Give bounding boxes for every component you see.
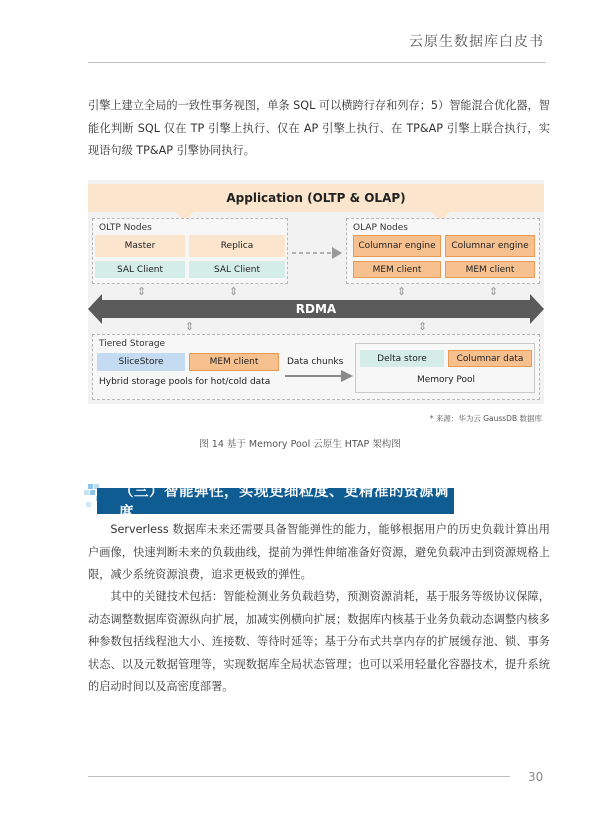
tiered-storage-group <box>92 334 540 400</box>
master-node: Master <box>95 235 185 257</box>
body-paragraph-2: 其中的关键技术包括：智能检测业务负载趋势，预测资源消耗，基于服务等级协议保障，动态调整数据库资源纵向扩展，加减实例横向扩展；数据库内核基于业务负载动态调整内核多种参数包括线程池大小、连接数、等待时延等；基于分布式共享内存的扩展缓存池、锁、事务状态、以及元数据管理等，实现数据库全局状态管理；也可以采用轻量化容器技术，提升系统的启动时间以及高密度部署。 <box>88 590 550 693</box>
rdma-arrow-right <box>530 294 544 324</box>
updown-arrow-icon: ⇕ <box>418 320 428 333</box>
figure-caption: 图 14 基于 Memory Pool 云原生 HTAP 架构图 <box>199 439 401 450</box>
replica-node: Replica <box>189 235 285 257</box>
figure-source-note: * 来源：华为云 GaussDB 数据库 <box>429 414 542 423</box>
storage-mem-client: MEM client <box>189 353 279 371</box>
page-number: 30 <box>528 770 544 784</box>
tiered-storage-label: Tiered Storage <box>99 339 166 349</box>
updown-arrow-icon: ⇕ <box>137 285 147 298</box>
architecture-diagram <box>88 180 544 404</box>
sal-client-1: SAL Client <box>95 261 185 278</box>
page-header-title: 云原生数据库白皮书 <box>409 34 544 50</box>
updown-arrow-icon: ⇕ <box>489 285 499 298</box>
hybrid-storage-text: Hybrid storage pools for hot/cold data <box>99 377 271 387</box>
sal-client-2: SAL Client <box>189 261 285 278</box>
header-divider <box>88 62 546 63</box>
updown-arrow-icon: ⇕ <box>185 320 195 333</box>
delta-store-cell: Delta store <box>360 350 444 367</box>
data-chunks-arrow-icon <box>285 369 355 383</box>
slicestore-cell: SliceStore <box>97 353 185 371</box>
oltp-nodes-label: OLTP Nodes <box>99 223 152 233</box>
data-chunks-label: Data chunks <box>287 357 344 367</box>
dashed-arrow-icon <box>292 246 342 260</box>
intro-paragraph: 引擎上建立全局的一致性事务视图，单条 SQL 可以横跨行存和列存；5）智能混合优化器，智能化判断 SQL 仅在 TP 引擎上执行、仅在 AP 引擎上执行、在 TP&AP 引擎上联合执行，实现语句级 TP&AP 引擎协同执行。 <box>88 99 550 157</box>
columnar-engine-1: Columnar engine <box>353 235 441 257</box>
memory-pool-box <box>355 343 535 393</box>
mem-client-1: MEM client <box>353 261 441 278</box>
columnar-engine-2: Columnar engine <box>445 235 535 257</box>
updown-arrow-icon: ⇕ <box>229 285 239 298</box>
mem-client-2: MEM client <box>445 261 535 278</box>
rdma-bar: RDMA <box>100 300 532 318</box>
olap-nodes-label: OLAP Nodes <box>353 223 408 233</box>
oltp-nodes-group <box>92 218 288 284</box>
section-heading: （三）智能弹性，实现更细粒度、更精准的资源调度 <box>97 488 454 514</box>
application-bar: Application (OLTP & OLAP) <box>88 184 544 212</box>
footer-divider <box>88 776 510 777</box>
olap-nodes-group <box>346 218 540 284</box>
body-paragraph-1: Serverless 数据库未来还需要具备智能弹性的能力，能够根据用户的历史负载计算出用户画像，快速判断未来的负载曲线，提前为弹性伸缩准备好资源，避免负载冲击到资源规格上限，减少系统资源浪费，追求更极致的弹性。 <box>88 523 550 581</box>
columnar-data-cell: Columnar data <box>448 350 532 367</box>
updown-arrow-icon: ⇕ <box>397 285 407 298</box>
memory-pool-label: Memory Pool <box>416 375 476 385</box>
